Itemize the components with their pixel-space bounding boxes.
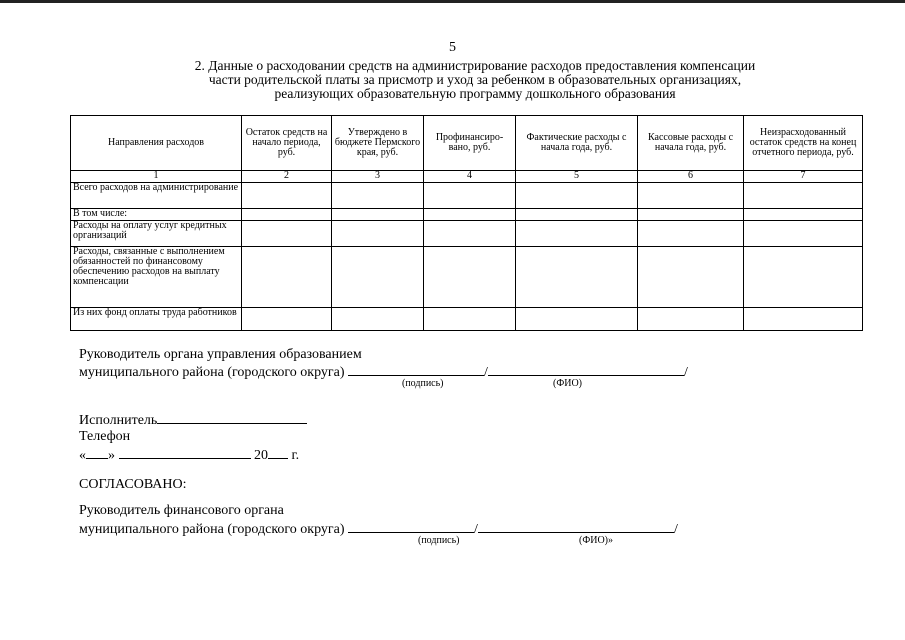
header-expense-direction: Направления расходов bbox=[71, 116, 242, 171]
table-row bbox=[71, 247, 863, 308]
head-of-education-signature-line: муниципального района (городского округа) / / bbox=[79, 362, 688, 381]
table-number-row bbox=[71, 171, 863, 183]
date-year-field[interactable] bbox=[268, 445, 288, 459]
column-number: 2 bbox=[242, 171, 332, 183]
full-name-field[interactable] bbox=[488, 362, 684, 376]
signature-field[interactable] bbox=[348, 519, 474, 533]
table-cell[interactable] bbox=[332, 209, 424, 221]
table-cell[interactable] bbox=[424, 209, 516, 221]
table-cell[interactable] bbox=[516, 247, 638, 308]
column-number: 3 bbox=[332, 171, 424, 183]
date-close-quote: » bbox=[108, 448, 115, 463]
table-cell[interactable] bbox=[424, 247, 516, 308]
executor-label: Исполнитель bbox=[79, 413, 158, 428]
table-cell[interactable] bbox=[744, 221, 863, 247]
phone-label: Телефон bbox=[79, 429, 131, 444]
column-number: 7 bbox=[744, 171, 863, 183]
header-cash-expenses: Кассовые расходы с начала года, руб. bbox=[638, 116, 744, 171]
table-cell[interactable] bbox=[332, 308, 424, 331]
table-cell[interactable] bbox=[638, 221, 744, 247]
table-cell[interactable] bbox=[516, 221, 638, 247]
expenses-table bbox=[70, 115, 863, 331]
row-label: Расходы на оплату услуг кредитных организаций bbox=[71, 221, 242, 247]
header-opening-balance: Остаток средств на начало периода, руб. bbox=[242, 116, 332, 171]
table-cell[interactable] bbox=[424, 221, 516, 247]
date-month-field[interactable] bbox=[119, 445, 251, 459]
table-row bbox=[71, 308, 863, 331]
table-cell[interactable] bbox=[332, 221, 424, 247]
agreed-heading: СОГЛАСОВАНО: bbox=[79, 477, 187, 492]
year-suffix: г. bbox=[291, 448, 300, 463]
full-name-field[interactable] bbox=[478, 519, 674, 533]
column-number: 4 bbox=[424, 171, 516, 183]
table-cell[interactable] bbox=[516, 308, 638, 331]
row-label: Расходы, связанные с выполнением обязанностей по финансовому обеспечению расходов на выплату компенсации bbox=[71, 247, 242, 308]
executor-field[interactable] bbox=[157, 410, 307, 424]
table-cell[interactable] bbox=[516, 209, 638, 221]
table-row bbox=[71, 209, 863, 221]
head-of-finance-label: Руководитель финансового органа bbox=[79, 503, 284, 518]
head-of-finance-signature-line: муниципального района (городского округа) / / bbox=[79, 519, 678, 538]
section-title bbox=[90, 59, 860, 101]
header-closing-balance: Неизрасходованный остаток средств на конец отчетного периода, руб. bbox=[744, 116, 863, 171]
date-line bbox=[79, 445, 299, 464]
date-open-quote: « bbox=[79, 448, 86, 463]
year-prefix: 20 bbox=[254, 448, 268, 463]
page-number: 5 bbox=[449, 40, 456, 55]
top-border-line bbox=[0, 0, 905, 3]
date-day-field[interactable] bbox=[86, 445, 108, 459]
header-financed: Профинансиро-вано, руб. bbox=[424, 116, 516, 171]
table-cell[interactable] bbox=[242, 247, 332, 308]
signature-field[interactable] bbox=[348, 362, 484, 376]
header-actual-expenses: Фактические расходы с начала года, руб. bbox=[516, 116, 638, 171]
table-cell[interactable] bbox=[638, 209, 744, 221]
table-cell[interactable] bbox=[516, 183, 638, 209]
table-cell[interactable] bbox=[744, 209, 863, 221]
table-row bbox=[71, 221, 863, 247]
section-title-line-2: части родительской платы за присмотр и уход за ребенком в образовательных организациях, bbox=[208, 72, 742, 87]
table-cell[interactable] bbox=[242, 221, 332, 247]
table-row bbox=[71, 183, 863, 209]
section-title-line-1: 2. Данные о расходовании средств на администрирование расходов предоставления компенсации bbox=[194, 58, 756, 73]
signature-caption: (подпись) bbox=[402, 378, 444, 389]
table-cell[interactable] bbox=[424, 183, 516, 209]
table-cell[interactable] bbox=[332, 183, 424, 209]
row-label: Из них фонд оплаты труда работников bbox=[71, 308, 242, 331]
signature-caption: (подпись) bbox=[418, 535, 460, 546]
row-label: Всего расходов на администрирование bbox=[71, 183, 242, 209]
municipality-label: муниципального района (городского округа) bbox=[79, 522, 345, 537]
full-name-caption: (ФИО) bbox=[553, 378, 583, 389]
municipality-label: муниципального района (городского округа) bbox=[79, 365, 345, 380]
table-cell[interactable] bbox=[332, 247, 424, 308]
head-of-education-label: Руководитель органа управления образованием bbox=[79, 347, 362, 362]
table-cell[interactable] bbox=[638, 247, 744, 308]
table-cell[interactable] bbox=[242, 308, 332, 331]
table-cell[interactable] bbox=[424, 308, 516, 331]
header-approved-budget: Утверждено в бюджете Пермского края, руб. bbox=[332, 116, 424, 171]
section-title-line-3: реализующих образовательную программу дошкольного образования bbox=[274, 86, 676, 101]
table-cell[interactable] bbox=[744, 183, 863, 209]
table-cell[interactable] bbox=[638, 183, 744, 209]
table-cell[interactable] bbox=[744, 247, 863, 308]
column-number: 5 bbox=[516, 171, 638, 183]
table-header-row bbox=[71, 116, 863, 171]
column-number: 1 bbox=[71, 171, 242, 183]
executor-line bbox=[79, 410, 307, 429]
table-cell[interactable] bbox=[744, 308, 863, 331]
table-cell[interactable] bbox=[638, 308, 744, 331]
full-name-caption: (ФИО)» bbox=[579, 535, 614, 546]
table-cell[interactable] bbox=[242, 183, 332, 209]
column-number: 6 bbox=[638, 171, 744, 183]
row-label: В том числе: bbox=[71, 209, 242, 221]
table-cell[interactable] bbox=[242, 209, 332, 221]
